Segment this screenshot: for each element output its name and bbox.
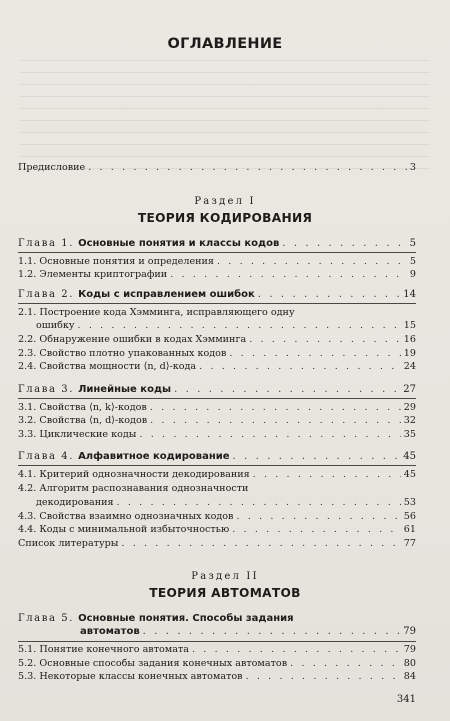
divider: [18, 641, 416, 642]
leader-dots: [174, 384, 400, 396]
toc-entry-title: Список литературы: [18, 538, 119, 549]
toc-entry-title: 2.3. Свойство плотно упакованных кодов: [18, 348, 227, 359]
leader-dots: [199, 361, 401, 373]
leader-dots: [232, 524, 401, 536]
chapter-number: Глава 3.: [18, 384, 75, 395]
toc-entry-title: 4.2. Алгоритм распознавания однозначности: [18, 483, 249, 494]
leader-dots: [121, 538, 400, 550]
chapter-title: Линейные коды: [78, 384, 172, 395]
toc-page-number: 84: [403, 671, 416, 682]
leader-dots: [282, 238, 406, 250]
toc-entry-title: 2.2. Обнаружение ошибки в кодах Хэмминга: [18, 334, 247, 345]
chapter-title: автоматов: [80, 626, 140, 637]
toc-page-number: 53: [403, 497, 416, 508]
chapter-number: Глава 5.: [18, 613, 75, 624]
chapter-title: Алфавитное кодирование: [78, 451, 230, 462]
chapter-number: Глава 1.: [18, 238, 75, 249]
toc-chapter: [18, 613, 416, 625]
toc-page-number: 19: [403, 348, 416, 359]
toc-page-number: 9: [409, 269, 416, 280]
toc-entry-title: 3.2. Свойства ⟨n, d⟩-кодов: [18, 415, 148, 426]
toc-chapter: [18, 384, 416, 396]
toc-entry: [18, 483, 416, 495]
toc-entry: [18, 671, 416, 683]
leader-dots: [192, 644, 401, 656]
toc-page-number: 29: [403, 402, 416, 413]
leader-dots: [88, 162, 407, 174]
toc-page-number: 3: [409, 162, 416, 173]
divider: [18, 303, 416, 304]
toc-entry: [18, 415, 416, 427]
toc-entry: [18, 524, 416, 536]
leader-dots: [170, 269, 407, 281]
toc-page-number: 35: [403, 429, 416, 440]
part-title: ТЕОРИЯ АВТОМАТОВ: [149, 586, 301, 600]
chapter-number: Глава 4.: [18, 451, 75, 462]
toc-page-number: 16: [403, 334, 416, 345]
divider: [18, 398, 416, 399]
toc-page-number: 79: [403, 644, 416, 655]
part-label: Раздел II: [191, 571, 259, 582]
toc-entry: [18, 658, 416, 670]
chapter-title: Основные понятия. Способы задания: [78, 613, 294, 624]
leader-dots: [217, 256, 407, 268]
leader-dots: [229, 348, 400, 360]
toc-entry-title: ошибку: [36, 320, 75, 331]
leader-dots: [236, 511, 400, 523]
chapter-number: Глава 2.: [18, 289, 75, 300]
toc-entry-title: 5.1. Понятие конечного автомата: [18, 644, 189, 655]
toc-entry: [18, 334, 416, 346]
toc-entry: [18, 402, 416, 414]
toc-entry-title: 4.4. Коды с минимальной избыточностью: [18, 524, 230, 535]
toc-page-number: 45: [403, 469, 416, 480]
toc-entry: [18, 269, 416, 281]
toc-chapter: [18, 289, 416, 301]
toc-page-number: 15: [403, 320, 416, 331]
leader-dots: [139, 429, 400, 441]
toc-entry-title: 4.3. Свойства взаимно однозначных кодов: [18, 511, 234, 522]
toc-page-number: 5: [409, 238, 416, 249]
toc-page-number: 27: [403, 384, 416, 395]
toc-entry: [18, 348, 416, 360]
leader-dots: [258, 289, 400, 301]
leader-dots: [150, 415, 401, 427]
toc-chapter-continuation: [80, 626, 416, 638]
leader-dots: [117, 497, 401, 509]
toc-entry-title: 2.1. Построение кода Хэмминга, исправляющего одну: [18, 307, 295, 318]
toc-entry-title: 3.1. Свойства ⟨n, k⟩-кодов: [18, 402, 147, 413]
chapter-title: Основные понятия и классы кодов: [78, 238, 280, 249]
toc-entry-preface: [18, 162, 416, 174]
toc-entry: [18, 361, 416, 373]
leader-dots: [253, 469, 401, 481]
toc-page-number: 80: [403, 658, 416, 669]
part-label: Раздел I: [194, 196, 256, 207]
toc-entry-references: [18, 538, 416, 550]
leader-dots: [290, 658, 401, 670]
toc-entry-title: декодирования: [36, 497, 114, 508]
toc-entry-continuation: [36, 497, 416, 509]
leader-dots: [233, 451, 401, 463]
toc-entry-continuation: [36, 320, 416, 332]
toc-page-number: 14: [403, 289, 416, 300]
toc-page-number: 56: [403, 511, 416, 522]
toc-entry-title: 4.1. Критерий однозначности декодирования: [18, 469, 250, 480]
toc-chapter: [18, 238, 416, 250]
toc-page-number: 61: [403, 524, 416, 535]
leader-dots: [78, 320, 401, 332]
toc-page-number: 45: [403, 451, 416, 462]
page-title: ОГЛАВЛЕНИЕ: [167, 36, 283, 52]
chapter-title: Коды с исправлением ошибок: [78, 289, 255, 300]
leader-dots: [249, 334, 401, 346]
leader-dots: [246, 671, 401, 683]
toc-entry-title: 3.3. Циклические коды: [18, 429, 137, 440]
toc-entry-title: 2.4. Свойства мощности ⟨n, d⟩-кода: [18, 361, 197, 372]
toc-entry: [18, 307, 416, 319]
toc-entry: [18, 256, 416, 268]
toc-page-number: 5: [409, 256, 416, 267]
page-number: 341: [396, 694, 416, 705]
toc-page-number: 32: [403, 415, 416, 426]
toc-page-number: 77: [403, 538, 416, 549]
toc-chapter: [18, 451, 416, 463]
toc-entry: [18, 511, 416, 523]
divider: [18, 465, 416, 466]
toc-page-number: 79: [403, 626, 416, 637]
toc-entry: [18, 429, 416, 441]
leader-dots: [143, 626, 401, 638]
toc-entry-title: 1.2. Элементы криптографии: [18, 269, 168, 280]
leader-dots: [150, 402, 401, 414]
part-title: ТЕОРИЯ КОДИРОВАНИЯ: [137, 211, 313, 225]
toc-entry-title: 5.2. Основные способы задания конечных автоматов: [18, 658, 288, 669]
toc-entry-title: 1.1. Основные понятия и определения: [18, 256, 214, 267]
toc-entry-title: Предисловие: [18, 162, 86, 173]
toc-page-number: 24: [403, 361, 416, 372]
toc-entry: [18, 644, 416, 656]
toc-entry: [18, 469, 416, 481]
toc-entry-title: 5.3. Некоторые классы конечных автоматов: [18, 671, 243, 682]
divider: [18, 252, 416, 253]
